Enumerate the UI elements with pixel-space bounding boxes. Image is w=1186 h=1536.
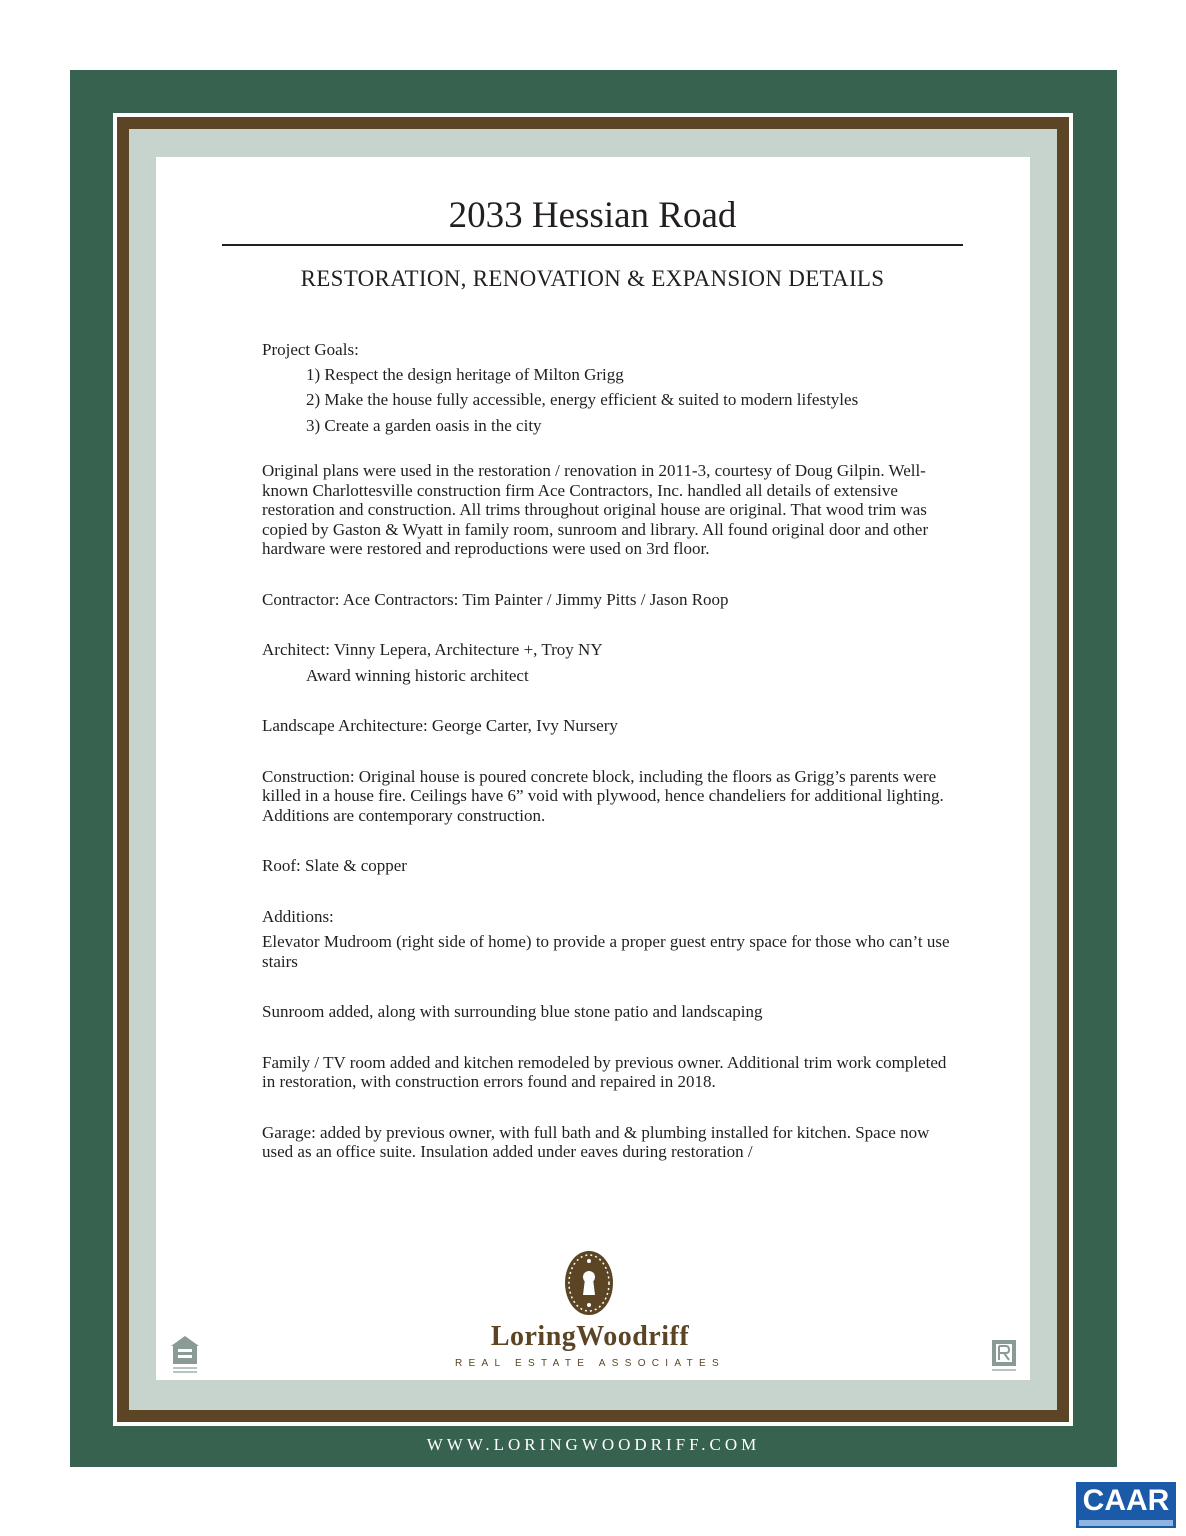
page-subtitle: RESTORATION, RENOVATION & EXPANSION DETAILS <box>300 266 885 291</box>
architect-note: Award winning historic architect <box>306 665 529 685</box>
goal-item: 2) Make the house fully accessible, energy efficient & suited to modern lifestyles <box>306 390 859 409</box>
realtor-icon <box>990 1338 1020 1374</box>
document-body <box>262 340 962 1162</box>
family-room-paragraph: Family / TV room added and kitchen remodeled by previous owner. Additional trim work completed in restoration, with construction errors found and repaired in 2018. <box>262 1052 947 1091</box>
brand-tagline: REAL ESTATE ASSOCIATES <box>455 1358 725 1369</box>
construction-paragraph: Construction: Original house is poured concrete block, including the floors as Grigg’s parents were killed in a house fire. Ceilings have 6” void with plywood, hence chandeliers for additional lighting. Additions are contemporary construction. <box>262 766 944 825</box>
brand-name: LoringWoodriff <box>490 1321 690 1352</box>
caar-tagline-bar <box>1079 1520 1173 1526</box>
goals-label: Project Goals: <box>262 340 359 359</box>
goals-list <box>262 365 962 436</box>
elevator-paragraph: Elevator Mudroom (right side of home) to provide a proper guest entry space for those who can’t use stairs <box>262 932 950 971</box>
equal-housing-icon <box>169 1334 201 1374</box>
caar-logo <box>1076 1482 1176 1528</box>
garage-paragraph: Garage: added by previous owner, with full bath and & plumbing installed for kitchen. Space now used as an office suite. Insulation added under eaves during restoration / <box>262 1122 930 1161</box>
sunroom-paragraph: Sunroom added, along with surrounding blue stone patio and landscaping <box>262 1002 763 1021</box>
website-link[interactable]: WWW.LORINGWOODRIFF.COM <box>426 1435 761 1454</box>
contractor-line: Contractor: Ace Contractors: Tim Painter / Jimmy Pitts / Jason Roop <box>262 589 729 609</box>
keyhole-icon <box>563 1249 615 1317</box>
architect-line: Architect: Vinny Lepera, Architecture +, Troy NY <box>262 640 603 659</box>
title-divider <box>222 244 963 246</box>
roof-line: Roof: Slate & copper <box>262 856 407 875</box>
goal-item: 1) Respect the design heritage of Milton Grigg <box>306 364 624 384</box>
page-title: 2033 Hessian Road <box>448 195 737 236</box>
goal-item: 3) Create a garden oasis in the city <box>306 415 542 435</box>
additions-label: Additions: <box>262 906 334 926</box>
original-plans-paragraph: Original plans were used in the restoration / renovation in 2011-3, courtesy of Doug Gilpin. Well-known Charlottesville construction firm Ace Contractors, Inc. handled all details of extensive restoration and construction. All trims throughout original house are original. That wood trim was copied by Gaston & Wyatt in family room, sunroom and library. All found original door and other hardware were restored and reproductions were used on 3rd floor. <box>262 461 929 558</box>
caar-text: CAAR <box>1082 1484 1170 1517</box>
landscape-line: Landscape Architecture: George Carter, Ivy Nursery <box>262 716 618 735</box>
